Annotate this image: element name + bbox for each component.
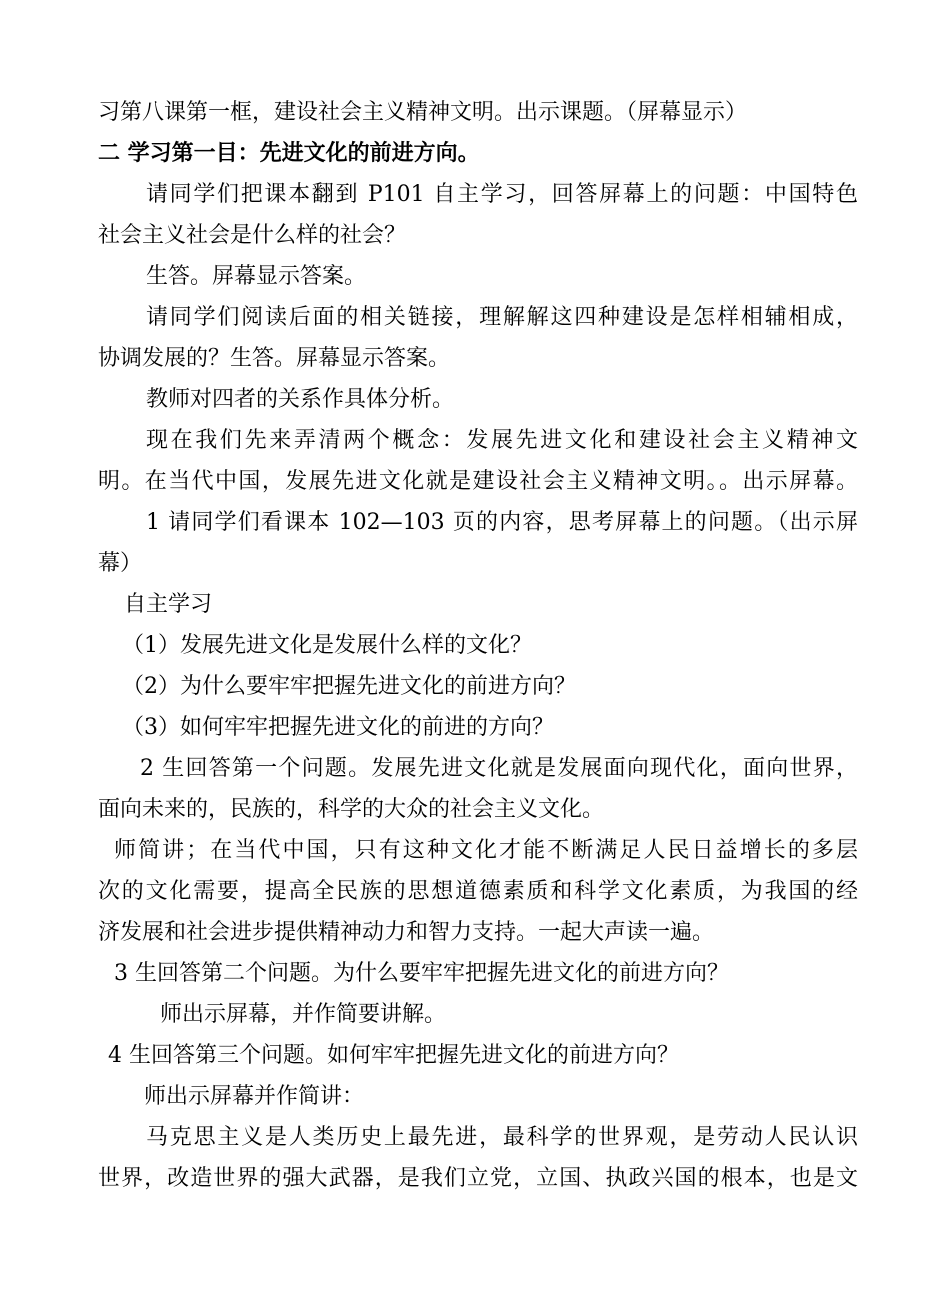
text-line: 请同学们阅读后面的相关链接，理解解这四种建设是怎样相辅相成， bbox=[146, 305, 858, 330]
text-line: 社会主义社会是什么样的社会？ bbox=[98, 223, 407, 248]
text-line: 现在我们先来弄清两个概念：发展先进文化和建设社会主义精神文 bbox=[146, 428, 858, 453]
text-line: 师出示屏幕，并作简要讲解。 bbox=[160, 1002, 447, 1027]
text-line: 生答。屏幕显示答案。 bbox=[146, 264, 367, 289]
text-line: 师出示屏幕并作简讲： bbox=[144, 1084, 365, 1109]
text-line: 3 生回答第二个问题。为什么要牢牢把握先进文化的前进方向？ bbox=[114, 961, 729, 986]
text-line: 次的文化需要，提高全民族的思想道德素质和科学文化素质，为我国的经 bbox=[98, 879, 858, 904]
question-item: （3）如何牢牢把握先进文化的前进的方向？ bbox=[122, 715, 554, 740]
text-line: 师简讲；在当代中国，只有这种文化才能不断满足人民日益增长的多层 bbox=[114, 838, 858, 863]
text-line: 济发展和社会进步提供精神动力和智力支持。一起大声读一遍。 bbox=[98, 920, 715, 945]
question-item: （1）发展先进文化是发展什么样的文化？ bbox=[122, 633, 532, 658]
text-line: 协调发展的？生答。屏幕显示答案。 bbox=[98, 346, 451, 371]
text-line: 世界，改造世界的强大武器，是我们立党，立国、执政兴国的根本，也是文 bbox=[98, 1166, 858, 1191]
text-line: 面向未来的，民族的，科学的大众的社会主义文化。 bbox=[98, 797, 605, 822]
text-line: 4 生回答第三个问题。如何牢牢把握先进文化的前进方向？ bbox=[108, 1043, 679, 1068]
text-line: 请同学们把课本翻到 P101 自主学习，回答屏幕上的问题：中国特色 bbox=[146, 182, 858, 207]
question-item: （2）为什么要牢牢把握先进文化的前进方向？ bbox=[122, 674, 576, 699]
document-page bbox=[98, 92, 858, 1199]
text-line: 自主学习 bbox=[124, 592, 213, 617]
text-line: 1 请同学们看课本 102—103 页的内容，思考屏幕上的问题。（出示屏 bbox=[146, 510, 858, 535]
section-heading: 二 学习第一目：先进文化的前进方向。 bbox=[98, 140, 480, 166]
text-line: 明。在当代中国，发展先进文化就是建设社会主义精神文明。。出示屏幕。 bbox=[98, 469, 858, 494]
text-line: 教师对四者的关系作具体分析。 bbox=[146, 387, 455, 412]
text-line: 马克思主义是人类历史上最先进，最科学的世界观，是劳动人民认识 bbox=[146, 1125, 858, 1150]
text-line: 2 生回答第一个问题。发展先进文化就是发展面向现代化，面向世界， bbox=[140, 756, 858, 781]
text-line: 习第八课第一框，建设社会主义精神文明。出示课题。（屏幕显示） bbox=[98, 100, 748, 125]
text-line: 幕） bbox=[98, 551, 143, 576]
